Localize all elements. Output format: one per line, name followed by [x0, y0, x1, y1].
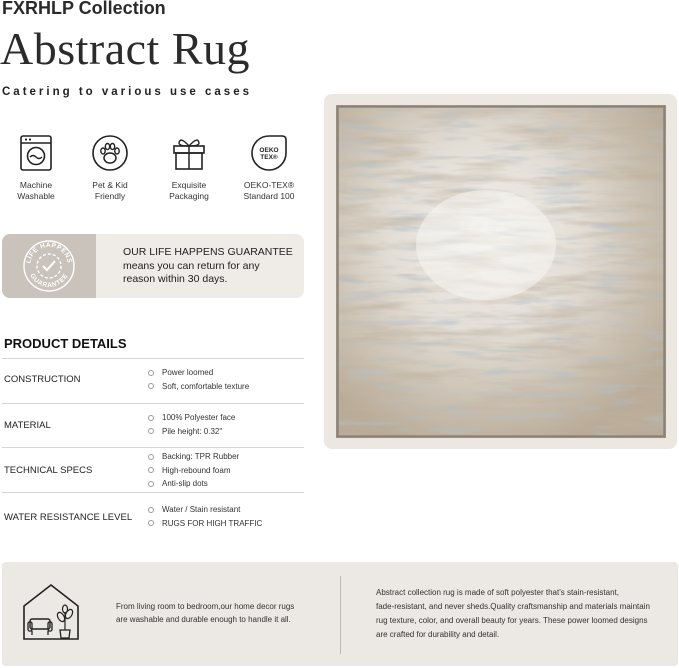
page-title: Abstract Rug: [0, 23, 251, 74]
rug-image-frame: [324, 94, 677, 449]
detail-item: Power loomed: [148, 366, 249, 380]
bottom-left-text: From living room to bedroom,our home decor rugs are washable and durable enough to handle it all.: [116, 602, 295, 624]
feature-label: OEKO-TEX® Standard 100: [243, 180, 295, 201]
detail-label: TECHNICAL SPECS: [4, 465, 93, 476]
feature-pet-kid-friendly: [74, 134, 146, 202]
detail-label: WATER RESISTANCE LEVEL: [4, 512, 133, 523]
feature-machine-washable: [0, 134, 72, 202]
guarantee-heading: OUR LIFE HAPPENS GUARANTEE: [123, 246, 293, 258]
collection-name: FXRHLP Collection: [2, 0, 166, 18]
feature-label: Pet & Kid Friendly: [92, 180, 128, 201]
product-details-title: PRODUCT DETAILS: [4, 336, 127, 351]
guarantee-line: reason within 30 days.: [123, 273, 228, 285]
paw-icon: [91, 134, 129, 172]
bottom-banner: [2, 562, 678, 666]
detail-label: MATERIAL: [4, 420, 51, 431]
home-decor-icon: [20, 582, 82, 642]
bullet-icon: [148, 467, 154, 473]
bullet-icon: [148, 507, 154, 513]
svg-text:OEKO: OEKO: [259, 147, 279, 154]
bullet-icon: [148, 370, 154, 376]
guarantee-text: [123, 246, 293, 287]
oeko-tex-icon: [250, 134, 288, 172]
svg-text:TEX®: TEX®: [260, 154, 278, 161]
bullet-icon: [148, 481, 154, 487]
detail-item: 100% Polyester face: [148, 411, 235, 425]
detail-row-material: [2, 403, 304, 448]
gift-box-icon: [170, 134, 208, 172]
washing-machine-icon: [17, 134, 55, 172]
feature-oeko-tex: [233, 134, 305, 202]
detail-row-technical-specs: [2, 447, 304, 493]
detail-label: CONSTRUCTION: [4, 374, 81, 385]
feature-exquisite-packaging: [153, 134, 225, 202]
detail-row-construction: [2, 358, 304, 403]
detail-item: High-rebound foam: [148, 464, 239, 478]
svg-text:GUARANTEE: GUARANTEE: [28, 272, 70, 290]
bottom-divider: [340, 576, 341, 654]
guarantee-banner: [2, 234, 304, 298]
bullet-icon: [148, 415, 154, 421]
guarantee-line: means you can return for any: [123, 259, 260, 272]
detail-item: RUGS FOR HIGH TRAFFIC: [148, 517, 262, 531]
bullet-icon: [148, 383, 154, 389]
detail-item: Water / Stain resistant: [148, 503, 262, 517]
bottom-right-text: Abstract collection rug is made of soft polyester that's stain-resistant, fade-resistant, and never sheds.Quality craftsmanship and materials maintain rug texture, color, and overall beauty for years. These power loomed designs are crafted for durability and detail.: [376, 588, 650, 639]
bullet-icon: [148, 454, 154, 460]
detail-item: Soft, comfortable texture: [148, 380, 249, 394]
rug-image: [336, 105, 666, 438]
guarantee-badge-icon: [22, 239, 76, 293]
guarantee-badge-panel: [2, 234, 96, 298]
tagline: Catering to various use cases: [2, 86, 252, 98]
bullet-icon: [148, 520, 154, 526]
svg-text:LIFE HAPPENS: LIFE HAPPENS: [25, 241, 73, 265]
detail-item: Backing: TPR Rubber: [148, 450, 239, 464]
feature-label: Machine Washable: [17, 180, 55, 201]
detail-item: Anti-slip dots: [148, 477, 239, 491]
bullet-icon: [148, 428, 154, 434]
feature-label: Exquisite Packaging: [169, 180, 209, 201]
detail-row-water-resistance: [2, 492, 304, 535]
detail-item: Pile height: 0.32": [148, 425, 235, 439]
